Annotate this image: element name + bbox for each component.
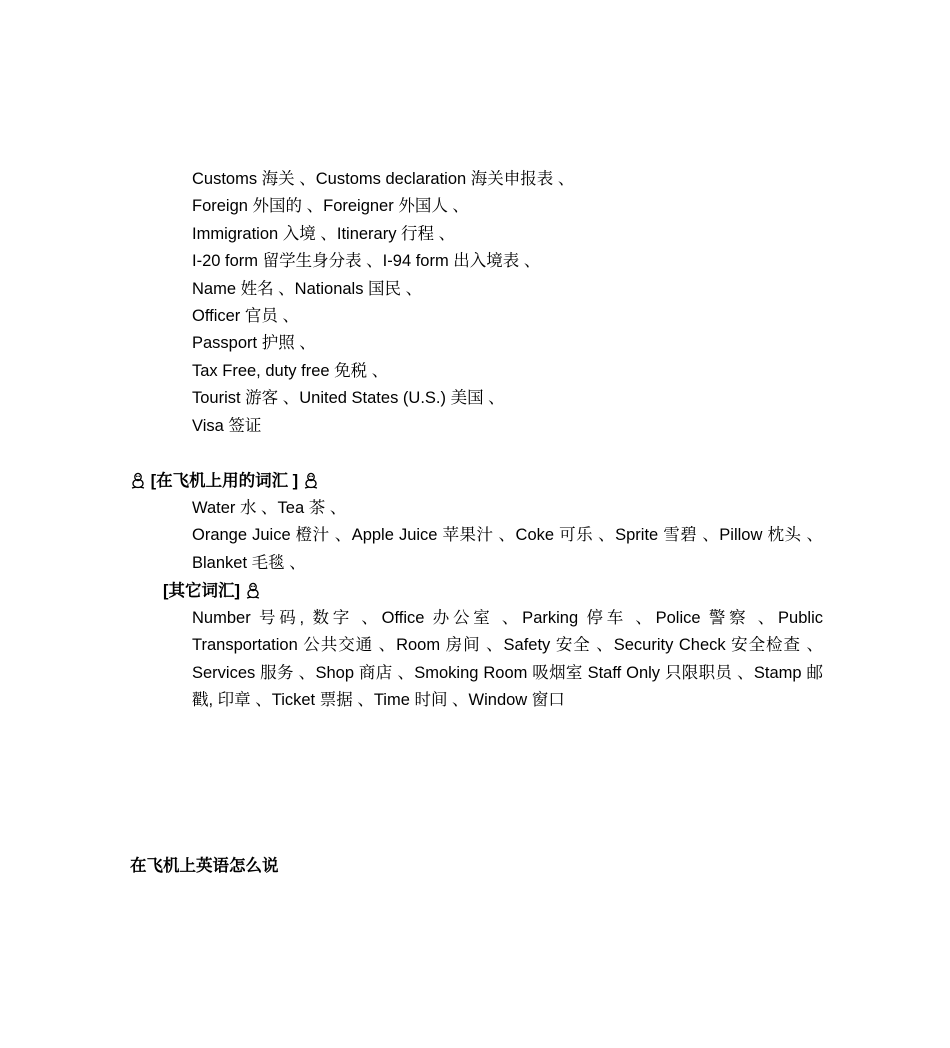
other-vocab-heading xyxy=(163,578,261,605)
penguin-icon xyxy=(245,582,261,599)
plane-vocab-heading xyxy=(130,468,319,495)
vocab-line: Name 姓名 、Nationals 国民 、 xyxy=(192,279,423,298)
other-vocab-heading-text: [其它词汇] xyxy=(163,582,240,600)
vocab-line: Water 水 、Tea 茶 、 xyxy=(192,499,347,517)
vocab-line: Officer 官员 、 xyxy=(192,306,299,325)
vocab-line: Foreign 外国的 、Foreigner 外国人 、 xyxy=(192,197,469,216)
other-vocab-paragraph: Number 号码, 数字 、Office 办公室 、Parking 停车 、Police 警察 、Public Transportation 公共交通 、Room 房间 、Safety 安全 、Security Check 安全检查 、Services 服务 、Shop 商店 、Smoking Room 吸烟室 Staff Only 只限职员 、Stamp 邮戳, 印章 、Ticket 票据 、Time 时间 、Window 窗口 xyxy=(192,609,823,710)
vocab-list xyxy=(192,166,832,440)
vocab-line: Tax Free, duty free 免税 、 xyxy=(192,361,389,380)
penguin-icon xyxy=(303,472,319,489)
plane-vocab-heading-text: [在飞机上用的词汇 ] xyxy=(150,472,299,490)
plane-vocab-list xyxy=(192,495,823,577)
vocab-line: Visa 签证 xyxy=(192,416,262,435)
vocab-line: Tourist 游客 、United States (U.S.) 美国 、 xyxy=(192,389,505,408)
vocab-line: I-20 form 留学生身分表 、I-94 form 出入境表 、 xyxy=(192,252,541,271)
vocab-paragraph: Orange Juice 橙汁 、Apple Juice 苹果汁 、Coke 可乐 、Sprite 雪碧 、Pillow 枕头 、Blanket 毛毯 、 xyxy=(192,526,823,572)
section-title: 在飞机上英语怎么说 xyxy=(130,857,279,875)
penguin-icon xyxy=(130,472,146,489)
vocab-line: Customs 海关 、Customs declaration 海关申报表 、 xyxy=(192,170,575,188)
vocab-line: Passport 护照 、 xyxy=(192,334,316,353)
vocab-line: Immigration 入境 、Itinerary 行程 、 xyxy=(192,224,456,243)
